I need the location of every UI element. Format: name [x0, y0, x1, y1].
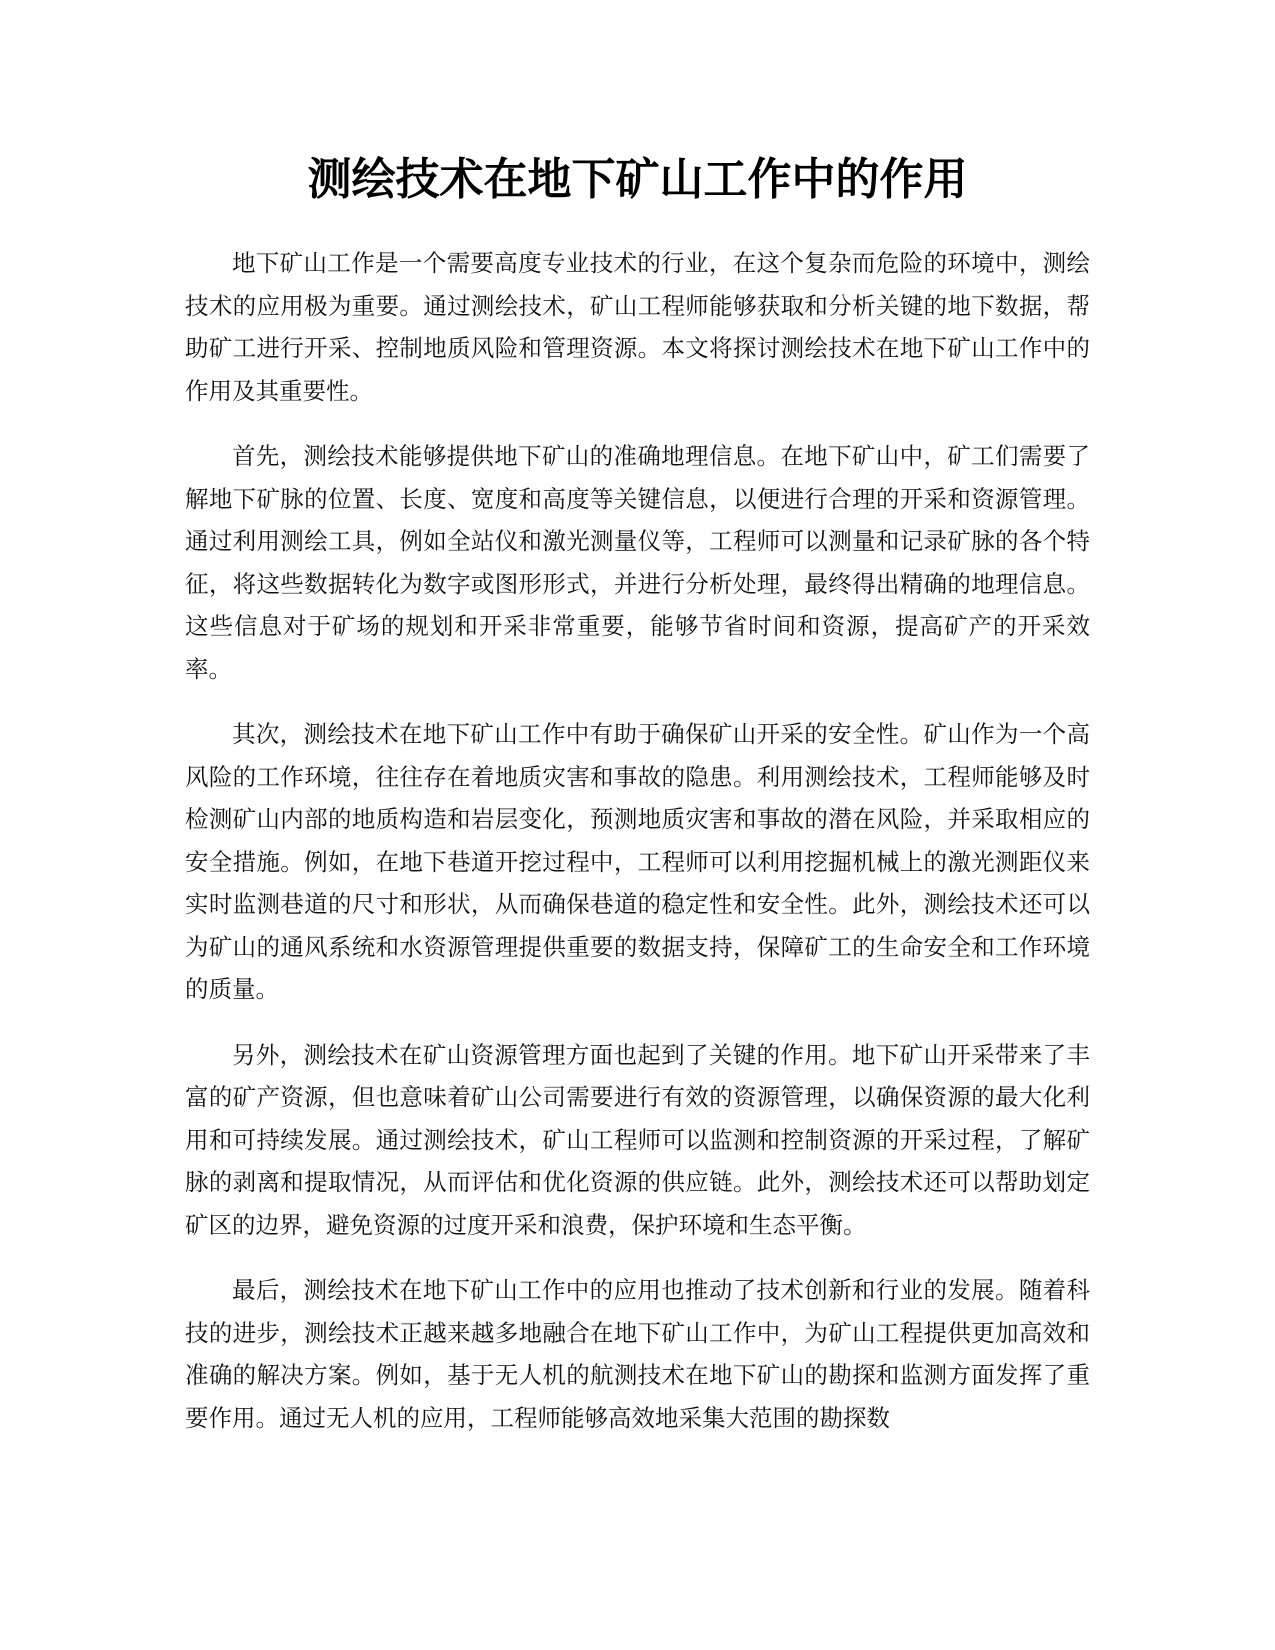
paragraph-geographic-info: 首先，测绘技术能够提供地下矿山的准确地理信息。在地下矿山中，矿工们需要了解地下矿脉的位置、长度、宽度和高度等关键信息，以便进行合理的开采和资源管理。通过利用测绘工具，例如全站仪和激光测量仪等，工程师可以测量和记录矿脉的各个特征，将这些数据转化为数字或图形形式，并进行分析处理，最终得出精确的地理信息。这些信息对于矿场的规划和开采非常重要，能够节省时间和资源，提高矿产的开采效率。 [185, 442, 1090, 683]
document-body [185, 242, 1090, 1462]
paragraph-resource-management: 另外，测绘技术在矿山资源管理方面也起到了关键的作用。地下矿山开采带来了丰富的矿产资源，但也意味着矿山公司需要进行有效的资源管理，以确保资源的最大化利用和可持续发展。通过测绘技术，矿山工程师可以监测和控制资源的开采过程，了解矿脉的剥离和提取情况，从而评估和优化资源的供应链。此外，测绘技术还可以帮助划定矿区的边界，避免资源的过度开采和浪费，保护环境和生态平衡。 [185, 1040, 1090, 1239]
document-title: 测绘技术在地下矿山工作中的作用 [307, 154, 968, 205]
paragraph-innovation: 最后，测绘技术在地下矿山工作中的应用也推动了技术创新和行业的发展。随着科技的进步，测绘技术正越来越多地融合在地下矿山工作中，为矿山工程提供更加高效和准确的解决方案。例如，基于无人机的航测技术在地下矿山的勘探和监测方面发挥了重要作用。通过无人机的应用，工程师能够高效地采集大范围的勘探数 [185, 1276, 1090, 1432]
paragraph-safety: 其次，测绘技术在地下矿山工作中有助于确保矿山开采的安全性。矿山作为一个高风险的工作环境，往往存在着地质灾害和事故的隐患。利用测绘技术，工程师能够及时检测矿山内部的地质构造和岩层变化，预测地质灾害和事故的潜在风险，并采取相应的安全措施。例如，在地下巷道开挖过程中，工程师可以利用挖掘机械上的激光测距仪来实时监测巷道的尺寸和形状，从而确保巷道的稳定性和安全性。此外，测绘技术还可以为矿山的通风系统和水资源管理提供重要的数据支持，保障矿工的生命安全和工作环境的质量。 [185, 720, 1090, 1003]
paragraph-intro: 地下矿山工作是一个需要高度专业技术的行业，在这个复杂而危险的环境中，测绘技术的应用极为重要。通过测绘技术，矿山工程师能够获取和分析关键的地下数据，帮助矿工进行开采、控制地质风险和管理资源。本文将探讨测绘技术在地下矿山工作中的作用及其重要性。 [185, 249, 1090, 405]
